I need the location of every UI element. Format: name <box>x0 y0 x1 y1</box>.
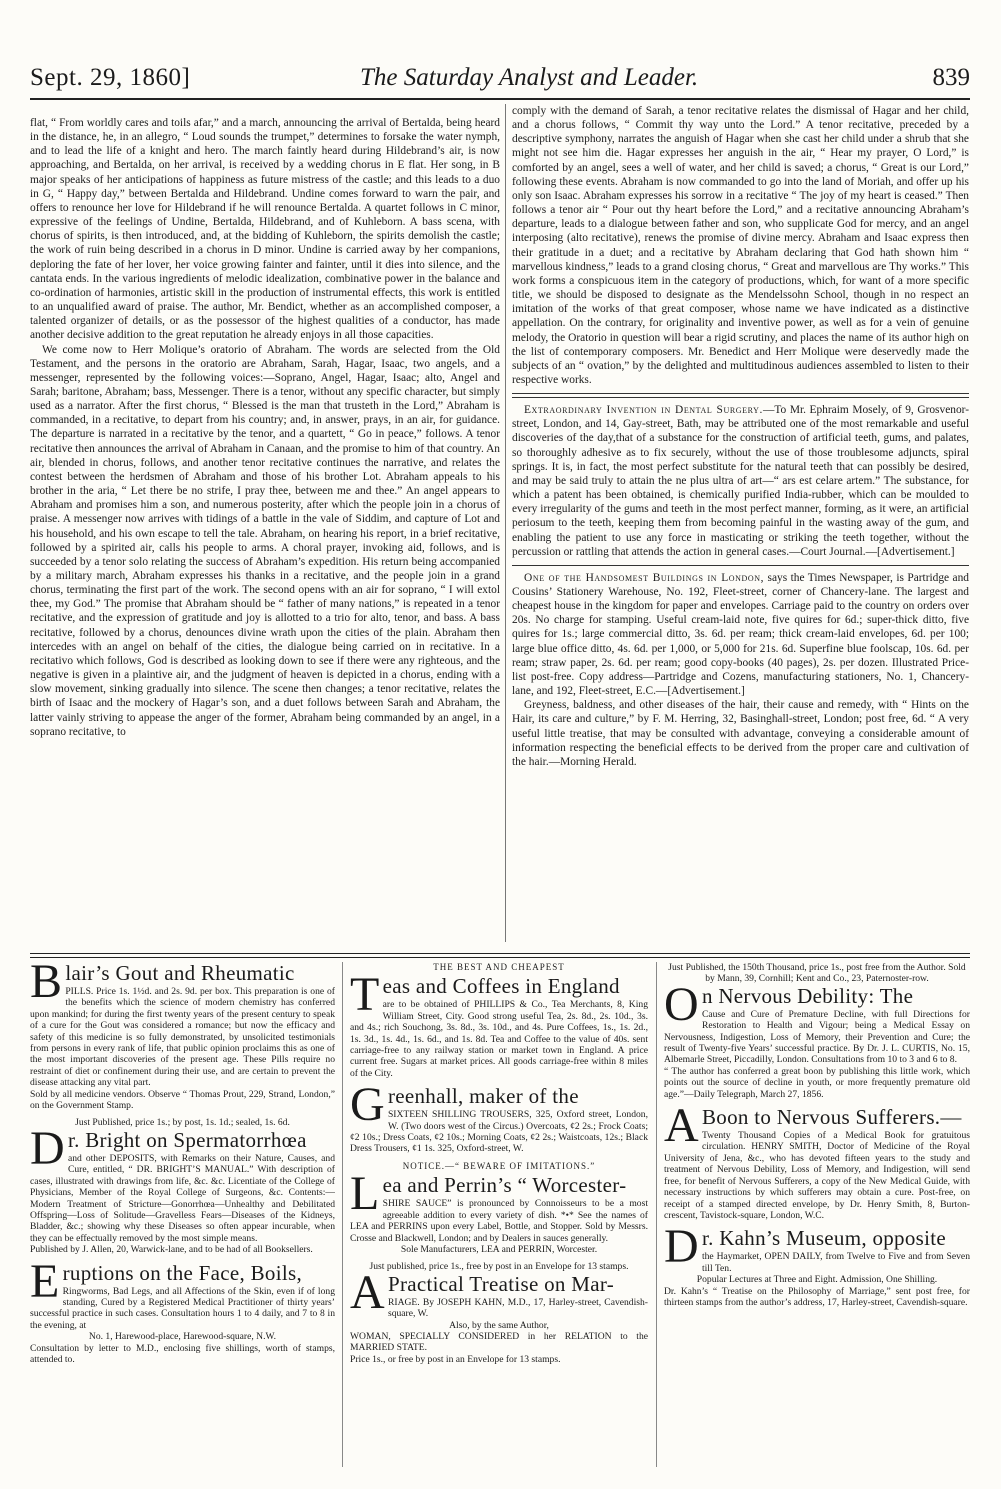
ad-body: Cause and Cure of Premature Decline, with full Directions for Restoration to Health and Vigour; being a Medical Essay on Nervousness, Indigestion, Loss of Memory, their Prevention and Cure; the result of Twenty-five Years’ successful practice. By Dr. J. L. CURTIS, No. 15, Albemarle Street, Piccadilly, London. Consultations from 10 to 3 and 6 to 8. <box>664 1008 970 1066</box>
ad-body: WOMAN, SPECIALLY CONSIDERED in her RELATION to the MARRIED STATE. <box>350 1330 648 1354</box>
header-rule <box>30 98 970 100</box>
ad-marriage-treatise <box>350 1261 648 1365</box>
ad-quote: “ The author has conferred a great boon by publishing this little work, which points out the source of decline in youth, or more frequently premature old age.”—Daily Telegraph, March 27, 1856. <box>664 1065 970 1100</box>
ad-title: Boon to Nervous Sufferers.— <box>701 1105 962 1130</box>
left-article-column <box>30 116 500 946</box>
dental-notice <box>512 403 969 559</box>
ad-address: No. 1, Harewood-place, Harewood-square, N.W. <box>88 1331 277 1343</box>
drop-cap: T <box>350 968 380 1022</box>
ads-column-3 <box>664 962 970 1472</box>
drop-cap: L <box>350 1167 380 1221</box>
ad-body: Popular Lectures at Three and Eight. Admission, One Shilling. <box>696 1274 938 1286</box>
ads-divider <box>342 962 343 1467</box>
ad-boon-nervous <box>664 1099 970 1221</box>
ad-body: SIXTEEN SHILLING TROUSERS, 325, Oxford street, London, W. (Two doors west of the Circus.) Overcoats, ¢2 2s.; Frock Coats; ¢2 10s.; Dress Coats, ¢2 10s.; Morning Coats, ¢2 2s.; Waistcoats, 12s.; Black Dress Trousers, ¢1 1s. 325, Oxford-street, W. <box>350 1109 648 1155</box>
ad-body: Published by J. Allen, 20, Warwick-lane, and to be had of all Booksellers. <box>30 1244 313 1256</box>
ad-preline: Just Published, the 150th Thousand, price 1s., post free from the Author. Sold by Mann, 39, Cornhill; Kent and Co., 23, Paternoster-row. <box>668 962 966 985</box>
hair-notice: Greyness, baldness, and other diseases of the hair, their cause and remedy, with “ Hints on the Hair, its care and culture,” by F. M. Herring, 32, Basinghall-street, London; post free, 6d. “ A very useful little treatise, that may be consulted with advantage, conveying a considerable amount of information respecting the beneficial effects to be derived from the proper care and cultivation of the hair.—Morning Herald. <box>512 699 969 768</box>
ad-kahn-museum <box>664 1220 970 1308</box>
drop-cap: E <box>30 1254 60 1308</box>
ad-teas-coffees <box>350 962 648 1079</box>
drop-cap: D <box>664 1220 699 1274</box>
ad-blair-pills <box>30 962 335 1111</box>
ad-title: ea and Perrin’s “ Worcester- <box>382 1173 627 1198</box>
ad-body: SHIRE SAUCE” is pronounced by Connoisseurs to be a most agreeable addition to every variety of dish. *•* See the names of LEA and PERRINS upon every Label, Bottle, and Stopper. Sold by Messrs. Crosse and Blackwell, London; and by Dealers in sauces generally. <box>350 1198 648 1244</box>
page-number: 839 <box>932 64 970 91</box>
ads-column-2 <box>350 962 648 1472</box>
article-paragraph: comply with the demand of Sarah, a tenor recitative relates the dismissal of Hagar and her child, and a chorus follows, “ Commit thy way unto the Lord.” A tenor recitative, preceded by a descriptive symphony, narrates the anguish of Hagar when she cast her child under a shrub that she might not see him die. Hagar expresses her anguish in the air, “ Hear my prayer, O Lord,” is comforted by an angel, sees a well of water, and her child is saved; a chorus, “ Great is our Lord,” following these events. Abraham is now commanded to go into the land of Moriah, and offer up his only son Isaac. Abraham expresses his sorrow in a recitative “ The joy of my heart is ceased.” Then follows a tenor air “ Pour out thy heart before the Lord,” and a recitative announcing Abraham’s departure, leads to a dialogue between father and son, who supplicate God for mercy, and an angel interposing (alto recitative), renews the promise of divine mercy. Abraham and Isaac express then their gratitude in a duet; and a recitative by Abraham declaring that God hath shown him “ marvellous kindness,” leads to a grand closing chorus, “ Great and marvellous are Thy works.” This work forms a conspicuous item in the category of productions, which, for want of a more specific title, we should be disposed to designate as the Mendelssohn School, though in no respect an imitation of the works of that great composer, whose name we have indicated as a distinctive appellation. On the contrary, for originality and inventive power, as well as for a vein of genuine melody, the Oratorio in question will bear a rigid scrutiny, and places the name of its author high on the list of contemporary composers. Mr. Benedict and Herr Molique were deservedly made the subjects of an “ ovation,” by the delighted and multitudinous audiences assembled to listen to their respective works. <box>512 105 969 386</box>
ad-body: Ringworms, Bad Legs, and all Affections of the Skin, even if of long standing, Cured by a Registered Medical Practitioner of thirty years’ successful practice in such cases. Consultation hours 1 to 4 daily, and 7 to 8 in the evening, at <box>30 1285 335 1331</box>
drop-cap: B <box>30 962 63 1008</box>
ad-lea-perrins <box>350 1161 648 1255</box>
ad-title: n Nervous Debility: The <box>701 983 914 1008</box>
drop-cap: A <box>664 1099 699 1153</box>
advertisements-rule <box>30 953 970 958</box>
ad-heading <box>664 977 970 1031</box>
ad-title: eas and Coffees in England <box>382 974 620 999</box>
ad-eruptions <box>30 1254 335 1366</box>
section-rule <box>512 393 969 398</box>
ad-greenhall <box>350 1078 648 1155</box>
buildings-body: says the Times Newspaper, is Partridge and Cousins’ Stationery Warehouse, No. 192, Fleet-street, corner of Chancery-lane. The largest and cheapest house in the kingdom for paper and envelopes. Carriage paid to the country on orders over 20s. No charge for stamping. Useful cream-laid note, five quires for 6d.; super-thick ditto, five quires for 1s.; large commercial ditto, 3s. 6d. per ream; thick cream-laid envelopes, 6d. per 100; large blue office ditto, 4s. 6d. per 1,000, or 5,000 for 21s. 6d. Superfine blue foolscap, 10s. 6d. per ream; straw paper, 2s. 6d. per ream; good copy-books (40 pages), 2s. per dozen. Illustrated Price-list post-free. Copy address—Partridge and Cozens, manufacturing stationers, No. 1, Chancery-lane, and 192, Fleet-street, E.C.—[Advertisement.] <box>512 571 969 698</box>
ad-dr-bright <box>30 1117 335 1255</box>
ad-body: Dr. Kahn’s “ Treatise on the Philosophy of Marriage,” sent post free, for thirteen stamps from the author’s address, 17, Harley-street, Cavendish-square. <box>664 1285 970 1308</box>
dental-body: —To Mr. Ephraim Mosely, of 9, Grosvenor-street, London, and 14, Gay-street, Bath, may be attributed one of the most remarkable and useful discoveries of the day,that of a substance for the construction of artificial teeth, gums, and palates, so thoroughly adhesive as to fix securely, without the use of those troublesome adjuncts, spiral springs. It is, in fact, the most perfect substitute for the natural teeth that can possibly be desired, and may be said truly to attain the ne plus ultra of art—“ ars est celare artem.” The substance, for which a patent has been obtained, is chemically purified India-rubber, which can be moulded to every irregularity of the gums and teeth in the most perfect manner, forming, as it were, an artificial periosum to the teeth, keeping them from becoming painful in the wasting away of the gum, and enabling the patient to use any force in masticating or striking the teeth together, without the percussion or rattling that attends the action in general cases.—Court Journal.—[Advertisement.] <box>512 404 969 558</box>
ad-kicker: NOTICE.—“ BEWARE OF IMITATIONS.” <box>402 1160 596 1171</box>
ad-body: are to be obtained of PHILLIPS & Co., Tea Merchants, 8, King William Street, City. Good strong useful Tea, 2s. 8d., 2s. 10d., 3s. and 4s.; rich Souchong, 3s. 8d., 3s. 10d., and 4s. Pure Coffees, 1s., 1s. 2d., 1s. 3d., 1s. 4d., 1s. 6d., and 1s. 8d. Tea and Coffee to the value of 40s. sent carriage-free to any railway station or market town in England. A price current free. Sugars at market prices. All goods carriage-free within 8 miles of the City. <box>350 999 648 1079</box>
drop-cap: O <box>664 977 699 1031</box>
ad-body: Price 1s., or free by post in an Envelope for 13 stamps. <box>350 1353 561 1365</box>
ad-nervous-debility <box>664 962 970 1100</box>
ad-preline: Just published, price 1s., free by post in an Envelope for 13 stamps. <box>369 1261 629 1273</box>
ad-title: r. Bright on Spermatorrhœa <box>67 1127 307 1152</box>
ads-column-1 <box>30 962 335 1472</box>
ad-body: PILLS. Price 1s. 1½d. and 2s. 9d. per box. This preparation is one of the benefits which the science of modern chemistry has conferred upon mankind; for during the first twenty years of the present century to speak of a cure for the Gout was considered a romance; but now the efficacy and safety of this medicine is so fully demonstrated, by unsolicited testimonials from persons in every rank of life, that public opinion proclaims this as one of the most important discoveries of the present age. These Pills require no restraint of diet or confinement during their use, and are certain to prevent the disease attacking any vital part. <box>30 986 335 1089</box>
drop-cap: G <box>350 1078 385 1132</box>
ad-title: lair’s Gout and Rheumatic <box>65 962 295 985</box>
column-divider <box>505 104 506 942</box>
buildings-lead: One of the Handsomest Buildings in London, <box>524 571 765 584</box>
ads-divider <box>656 962 657 1467</box>
drop-cap: D <box>30 1121 65 1175</box>
article-paragraph: flat, “ From worldly cares and toils afar,” and a march, announcing the arrival of Bertalda, being heard in the distance, he, in an allegro, “ Loud sounds the trumpet,” determines to forsake the water nymph, and to lead the life of a knight and hero. The march faintly heard during Hildebrand’s air, is now approaching, and Bertalda, on her arrival, is received by a wedding chorus in E flat. Her song, in B major speaks of her anticipations of happiness as future mistress of the castle; and this leads to a duo in G, “ Happy day,” between Bertalda and Hildebrand. Undine comes forward to warn the pair, and offers to renounce her love for Hildebrand if he will renounce Bertalda. A quartet follows in C minor, expressive of the feelings of Undine, Bertalda, Hildebrand, and of Kuhleborn. A bass scena, with chorus of spirits, is then introduced, and, at the bidding of Kuhleborn, the spirits demolish the castle; the work of ruin being described in a chorus in D minor. Undine is carried away by her companions, deploring the fate of her lover, her voice growing fainter and fainter, until it dies into silence, and the cantata ends. In the various ingredients of melodic idealization, combinative power in the balance and co-ordination of harmonies, artistic skill in the production of instrumental effects, this work is entitled to an unqualified award of praise. The author, Mr. Bendict, whether as an accomplished composer, a talented organizer of details, or as the possessor of the highest qualities of a conductor, has made another decisive addition to the great reputation he already enjoys in all those capacities. <box>30 117 500 342</box>
buildings-notice <box>512 571 969 698</box>
issue-date: Sept. 29, 1860] <box>30 64 191 91</box>
ad-body: RIAGE. By JOSEPH KAHN, M.D., 17, Harley-street, Cavendish-square, W. <box>387 1296 648 1320</box>
ad-body: and other DEPOSITS, with Remarks on their Nature, Causes, and Cure, entitled, “ DR. BRIGHT’S MANUAL.” With description of cases, illustrated with drawings from life, &c. &c. Licentiate of the College of Physicians, Member of the Royal College of Surgeons, &c. Contents:—Modern Treatment of Stricture—Gonorrhœa—Unhealthy and Debilitated Offspring—Loss of Solitude—Gravelless Fears—Diseases of the Kidneys, Bladder, &c.; showing why these Diseases so often appear incurable, when they can be effectually removed by the most simple means. <box>30 1152 335 1244</box>
section-rule <box>512 565 969 566</box>
ad-title: Practical Treatise on Mar- <box>387 1271 615 1296</box>
ad-preline: Just Published, price 1s.; by post, 1s. 1d.; sealed, 1s. 6d. <box>75 1117 290 1129</box>
publication-title: The Saturday Analyst and Leader. <box>360 64 699 91</box>
article-paragraph: We come now to Herr Molique’s oratorio of Abraham. The words are selected from the Old Testament, and the persons in the oratorio are Abraham, Sarah, Hagar, Isaac, two angels, and a messenger, represented by the following voices:—Soprano, Angel, Hagar, Isaac; alto, Angel and Sarah; baritone, Abraham; bass, Messenger. There is a tenor, without any specific character, but simply used as a narrator. After the first chorus, “ Blessed is the man that trusteth in the Lord,” Abraham is commanded, in a recitative, to depart from his country; and, in answer, prays, in an air, for guidance. The departure is narrated in a recitative by the tenor, and a quartett, “ Go in peace,” follows. A tenor recitative then announces the arrival of Abraham in Canaan, and the promise to him of that country. An air, blended in chorus, follows, and another tenor recitative continues the narrative, and relates the contest between the herdsmen of Abraham and those of his brother Lot. Abraham appeals to his brother in the aria, “ Let there be no strife, I pray thee, between me and thee.” An angel appears to Abraham and promises him a son, and numerous posterity, after which the people join in a chorus of praise. A messenger now arrives with tidings of a battle in the vale of Siddim, and capture of Lot and his household, and his own escape to tell the tale. Abraham, on hearing his report, in a brief recitative, followed by a spirited air, calls his people to arms. A choral prayer, invoking aid, follows, and is succeeded by a tenor solo relating the success of Abraham’s expedition. His return being accompanied by a military march, Abraham expresses his thanks in a recitative, and the people join in a grand chorus, terminating the first part of the work. The second opens with an air for soprano, “ I will extol thee, my God.” The promise that Abraham should be “ father of many nations,” is repeated in a tenor recitative, and the expression of gratitude and joy is allotted to a trio for alto, tenor, and bass. A bass recitative, followed by a chorus, denounces divine wrath upon the cities of the plain. Abraham then intercedes with an angel on behalf of the cities, the dialogue being carried on in recitative. In a recitativo which follows, God is described as looking down to see if there were any righteous, and the negative is given in a plaintive air, and the judgment of heaven is depicted in a chorus, ending with a slow movement, sinking gradually into silence. The scene then changes; a tenor recitative, relates the birth of Isaac and the mockery of Hagar’s son, and a duet follows between Sarah and Abraham, the latter vainly striving to appease the anger of the former, Abraham being commanded by an angel, in a soprano recitative, to <box>30 343 500 738</box>
ad-heading <box>350 968 648 1022</box>
ad-title: ruptions on the Face, Boils, <box>62 1260 303 1285</box>
dental-lead: Extraordinary Invention in Dental Surgery. <box>524 404 763 417</box>
drop-cap: A <box>350 1265 385 1319</box>
ad-body: Sold by all medicine vendors. Observe “ Thomas Prout, 229, Strand, London,” on the Government Stamp. <box>30 1088 335 1112</box>
ad-kicker: THE BEST AND CHEAPEST <box>433 962 565 972</box>
ad-body: the Haymarket, OPEN DAILY, from Twelve to Five and from Seven till Ten. <box>701 1251 970 1274</box>
ad-body: Also, by the same Author, <box>449 1319 549 1331</box>
ad-heading <box>664 1099 970 1153</box>
ad-title: r. Kahn’s Museum, opposite <box>701 1226 947 1251</box>
ad-heading <box>30 962 335 1008</box>
right-article-column <box>512 104 969 946</box>
ad-title: reenhall, maker of the <box>387 1084 579 1109</box>
ad-body: Consultation by letter to M.D., enclosing five shillings, worth of stamps, attended to. <box>30 1342 335 1365</box>
ad-body: Sole Manufacturers, LEA and PERRIN, Worcester. <box>400 1243 598 1255</box>
page-header <box>30 58 970 98</box>
ad-body: Twenty Thousand Copies of a Medical Book for gratuitous circulation. HENRY SMITH, Doctor of Medicine of the Royal University of Jena, &c., who has devoted fifteen years to the study and treatment of Nervous Debility, Loss of Memory, and Indigestion, will send free, for benefit of Nervous Sufferers, a copy of the New Medical Guide, with necessary instructions by which sufferers may obtain a cure. Post-free, on receipt of a stamped directed envelope, by Dr. Henry Smith, 8, Burton-crescent, Tavistock-square, London, W.C. <box>664 1130 970 1221</box>
